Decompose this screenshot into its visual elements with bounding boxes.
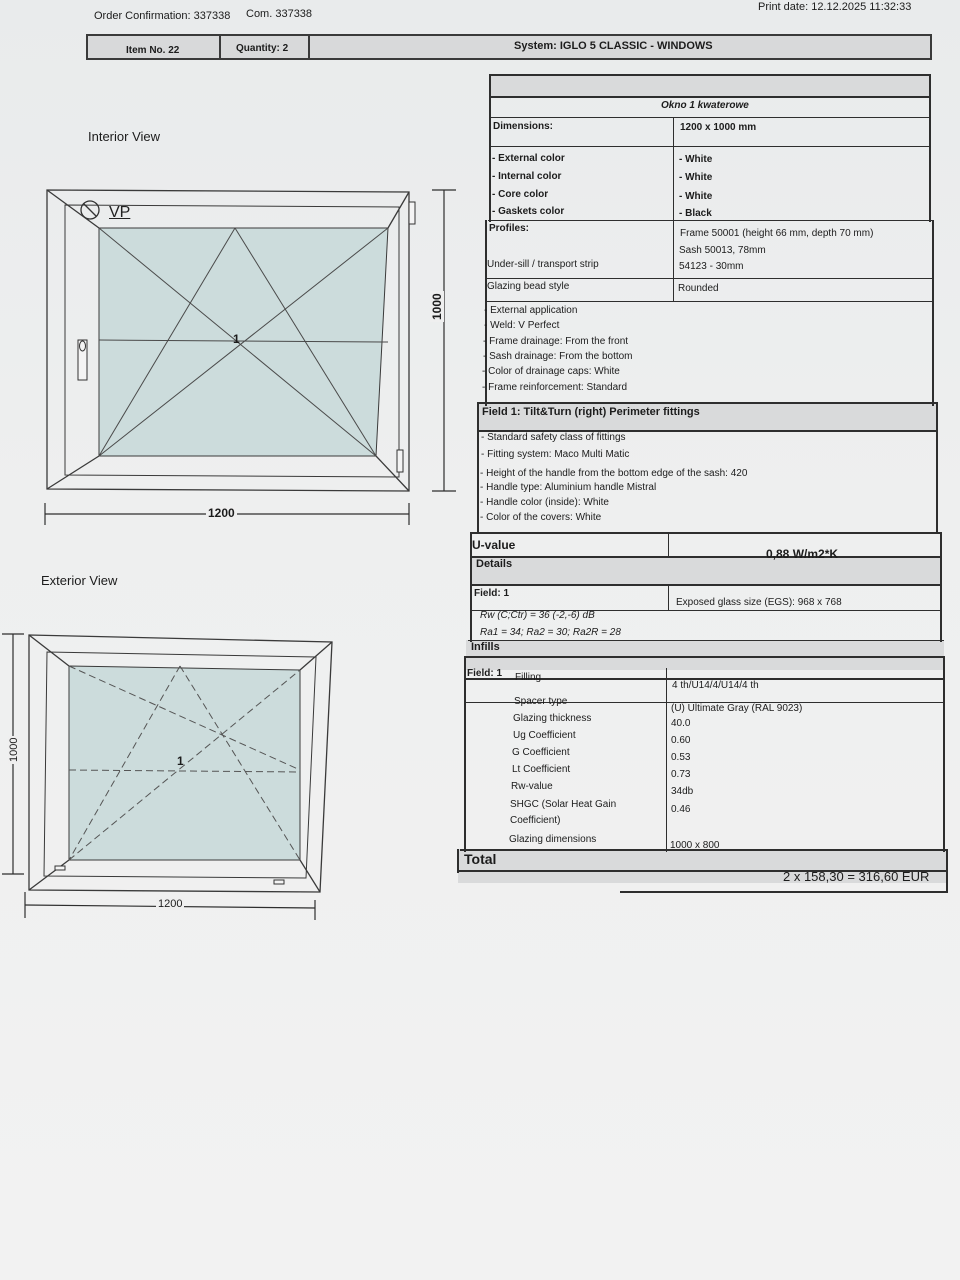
field1-title: Field 1: Tilt&Turn (right) Perimeter fittings bbox=[482, 406, 700, 418]
color-label-2: - Core color bbox=[492, 189, 549, 200]
fitting-0: - Standard safety class of fittings bbox=[481, 432, 626, 443]
quantity: Quantity: 2 bbox=[236, 43, 289, 54]
profile-strip: 54123 - 30mm bbox=[679, 261, 744, 272]
infill-value-5: 34db bbox=[671, 786, 694, 797]
infill-value-3: 0.53 bbox=[671, 752, 691, 763]
infill-field: Field: 1 bbox=[467, 668, 503, 679]
infill-value-8: 1000 x 800 bbox=[670, 840, 720, 851]
exterior-field-number: 1 bbox=[177, 754, 184, 768]
interior-height-label: 1000 bbox=[430, 293, 444, 320]
color-value-2: - White bbox=[679, 191, 713, 202]
rw-value: Rw (C;Ctr) = 36 (-2,-6) dB bbox=[480, 610, 595, 621]
infill-label-0: Spacer type bbox=[514, 696, 568, 707]
option-3: - Sash drainage: From the bottom bbox=[483, 351, 633, 362]
total-label: Total bbox=[464, 851, 497, 867]
drainage-cap-right-icon bbox=[274, 880, 284, 884]
option-5: - Frame reinforcement: Standard bbox=[482, 382, 628, 393]
infill-label-1: Glazing thickness bbox=[513, 713, 592, 724]
fitting-5: - Color of the covers: White bbox=[480, 512, 602, 523]
ra-value: Ra1 = 34; Ra2 = 30; Ra2R = 28 bbox=[480, 627, 621, 638]
hinge-top-icon bbox=[409, 202, 415, 224]
fitting-3: - Handle type: Aluminium handle Mistral bbox=[480, 482, 657, 493]
profiles-label: Profiles: bbox=[489, 223, 530, 234]
color-value-3: - Black bbox=[679, 208, 712, 219]
print-date: Print date: 12.12.2025 11:32:33 bbox=[758, 1, 912, 13]
dimensions-label: Dimensions: bbox=[493, 121, 554, 132]
interior-width-label: 1200 bbox=[208, 506, 235, 520]
infills-label: Infills bbox=[471, 641, 500, 653]
infill-label-2: Ug Coefficient bbox=[513, 730, 576, 741]
system-name: System: IGLO 5 CLASSIC - WINDOWS bbox=[514, 40, 713, 52]
option-4: - Color of drainage caps: White bbox=[482, 366, 620, 377]
fitting-1: - Fitting system: Maco Multi Matic bbox=[481, 449, 630, 460]
option-0: - External application bbox=[484, 305, 578, 316]
uvalue: 0,88 W/m2*K bbox=[766, 547, 839, 561]
drainage-cap-left-icon bbox=[55, 866, 65, 870]
color-label-0: - External color bbox=[492, 153, 565, 164]
com-number: Com. 337338 bbox=[246, 8, 313, 20]
infill-value-2: 0.60 bbox=[671, 735, 691, 746]
filling-value: 4 th/U14/4/U14/4 th bbox=[672, 680, 759, 691]
exterior-view-drawing bbox=[0, 620, 340, 925]
interior-view-title: Interior View bbox=[88, 129, 161, 144]
uvalue-label: U-value bbox=[472, 538, 516, 552]
undersill-label: Under-sill / transport strip bbox=[487, 259, 599, 270]
dimensions-value: 1200 x 1000 mm bbox=[680, 122, 757, 133]
infill-value-4: 0.73 bbox=[671, 769, 691, 780]
interior-field-number: 1 bbox=[233, 332, 240, 346]
color-label-1: - Internal color bbox=[492, 171, 562, 182]
infill-value-0: (U) Ultimate Gray (RAL 9023) bbox=[671, 703, 803, 714]
infill-label-8: Glazing dimensions bbox=[509, 834, 597, 845]
fitting-4: - Handle color (inside): White bbox=[480, 497, 609, 508]
order-confirmation: Order Confirmation: 337338 bbox=[94, 10, 231, 22]
details-label: Details bbox=[476, 558, 513, 570]
interior-view-drawing bbox=[0, 180, 470, 535]
color-value-0: - White bbox=[679, 154, 713, 165]
exterior-height-label: 1000 bbox=[8, 737, 20, 762]
exterior-width-label: 1200 bbox=[158, 898, 183, 910]
infill-label-3: G Coefficient bbox=[512, 747, 570, 758]
profile-sash: Sash 50013, 78mm bbox=[679, 245, 766, 256]
exterior-view-title: Exterior View bbox=[41, 573, 118, 588]
fitting-2: - Height of the handle from the bottom edge of the sash: 420 bbox=[480, 468, 748, 479]
color-label-3: - Gaskets color bbox=[492, 206, 565, 217]
color-value-1: - White bbox=[679, 172, 713, 183]
item-number: Item No. 22 bbox=[126, 45, 180, 56]
egs-value: Exposed glass size (EGS): 968 x 768 bbox=[676, 597, 842, 608]
option-2: - Frame drainage: From the front bbox=[483, 336, 629, 347]
option-1: - Weld: V Perfect bbox=[484, 320, 560, 331]
profile-frame: Frame 50001 (height 66 mm, depth 70 mm) bbox=[680, 228, 874, 239]
infill-label-5: Rw-value bbox=[511, 781, 553, 792]
filling-label: Filling bbox=[515, 672, 542, 683]
infill-label-4: Lt Coefficient bbox=[512, 764, 571, 775]
details-field: Field: 1 bbox=[474, 588, 510, 599]
glazing-bead-value: Rounded bbox=[678, 283, 719, 294]
total-value: 2 x 158,30 = 316,60 EUR bbox=[783, 869, 930, 884]
infill-label-6: SHGC (Solar Heat Gain bbox=[510, 799, 617, 810]
infill-label-7: Coefficient) bbox=[510, 815, 561, 826]
hinge-bottom-icon bbox=[397, 450, 403, 472]
glazing-bead-label: Glazing bead style bbox=[487, 281, 570, 292]
infill-value-1: 40.0 bbox=[671, 718, 691, 729]
infill-value-6: 0.46 bbox=[671, 804, 691, 815]
item-header-bar bbox=[86, 34, 932, 60]
product-name: Okno 1 kwaterowe bbox=[661, 100, 749, 111]
vp-logo: VP bbox=[109, 204, 131, 221]
